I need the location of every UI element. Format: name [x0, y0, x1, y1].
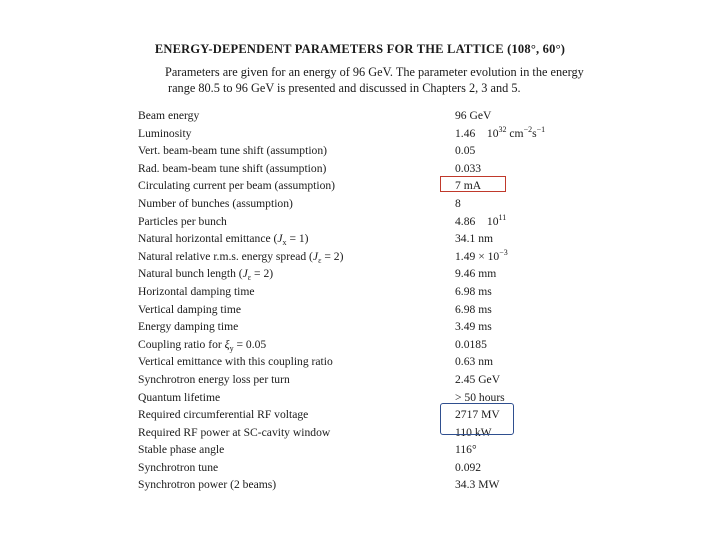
- parameter-value: 3.49 ms: [455, 320, 492, 334]
- parameter-label: Vertical emittance with this coupling ratio: [138, 355, 333, 369]
- parameter-label: Vert. beam-beam tune shift (assumption): [138, 144, 327, 158]
- parameter-value: 34.1 nm: [455, 232, 494, 246]
- parameter-value: 0.05: [455, 144, 476, 158]
- parameter-label: Beam energy: [138, 109, 200, 122]
- parameter-label: Synchrotron power (2 beams): [138, 478, 277, 492]
- parameter-value: 2717 MV: [455, 408, 500, 422]
- parameter-value: 116°: [455, 443, 477, 457]
- parameter-label: Horizontal damping time: [138, 284, 255, 298]
- intro-line-1: Parameters are given for an energy of 96 GeV. The parameter evolution in the energy: [165, 65, 584, 79]
- parameter-value: 2.45 GeV: [455, 372, 501, 386]
- current-highlight-box: [440, 176, 506, 192]
- parameter-label: Natural bunch length $(J_\varepsilon = 2)$: [138, 267, 274, 283]
- parameter-value: 0.63 nm: [455, 355, 494, 369]
- parameter-value: > 50 hours: [455, 390, 505, 404]
- parameter-value: $1.49 \times 10^{-3}$: [455, 247, 508, 263]
- parameter-value: 0.033: [455, 161, 482, 175]
- parameter-value: 96 GeV: [455, 109, 492, 122]
- parameter-label: Required RF power at SC-cavity window: [138, 425, 331, 439]
- parameter-value: 0.092: [455, 460, 482, 474]
- parameter-value: 9.46 mm: [455, 267, 497, 281]
- parameter-value: 110 kW: [455, 425, 492, 439]
- parameter-value: 6.98 ms: [455, 284, 492, 298]
- parameter-label: Luminosity: [138, 126, 192, 140]
- parameter-label: Synchrotron tune: [138, 460, 219, 474]
- parameter-label: Vertical damping time: [138, 302, 242, 316]
- parameter-label: Synchrotron energy loss per turn: [138, 372, 290, 386]
- parameter-value: 1.46 $10^{32}$ $cm^{-2}s^{-1}$: [455, 124, 546, 140]
- parameter-label: Required circumferential RF voltage: [138, 408, 309, 422]
- parameter-label: Rad. beam-beam tune shift (assumption): [138, 161, 327, 175]
- intro-paragraph: [165, 64, 595, 96]
- parameter-value: 0.0185: [455, 337, 487, 351]
- parameter-label: Coupling ratio for $\xi_y = 0.05$: [138, 337, 267, 353]
- parameter-value: 6.98 ms: [455, 302, 492, 316]
- parameter-value: 4.86 $10^{11}$: [455, 212, 507, 228]
- parameter-value: 8: [455, 196, 461, 210]
- rf-highlight-box: [440, 403, 514, 435]
- parameter-label: Natural relative r.m.s. energy spread $(J_\varepsilon = 2)$: [138, 249, 344, 265]
- parameter-value: 34.3 MW: [455, 478, 500, 492]
- parameter-label: Number of bunches (assumption): [138, 196, 293, 210]
- parameter-label: Stable phase angle: [138, 443, 225, 457]
- parameter-label: Energy damping time: [138, 320, 239, 334]
- parameter-label: Circulating current per beam (assumption): [138, 179, 336, 193]
- page-title: ENERGY-DEPENDENT PARAMETERS FOR THE LATTICE (108°, 60°): [154, 42, 566, 56]
- parameter-label: Quantum lifetime: [138, 390, 221, 404]
- parameter-label: Particles per bunch: [138, 214, 227, 228]
- parameter-value: 7 mA: [455, 179, 482, 193]
- parameter-label: Natural horizontal emittance $(J_x = 1)$: [138, 232, 309, 248]
- intro-line-2: range 80.5 to 96 GeV is presented and discussed in Chapters 2, 3 and 5.: [168, 81, 521, 95]
